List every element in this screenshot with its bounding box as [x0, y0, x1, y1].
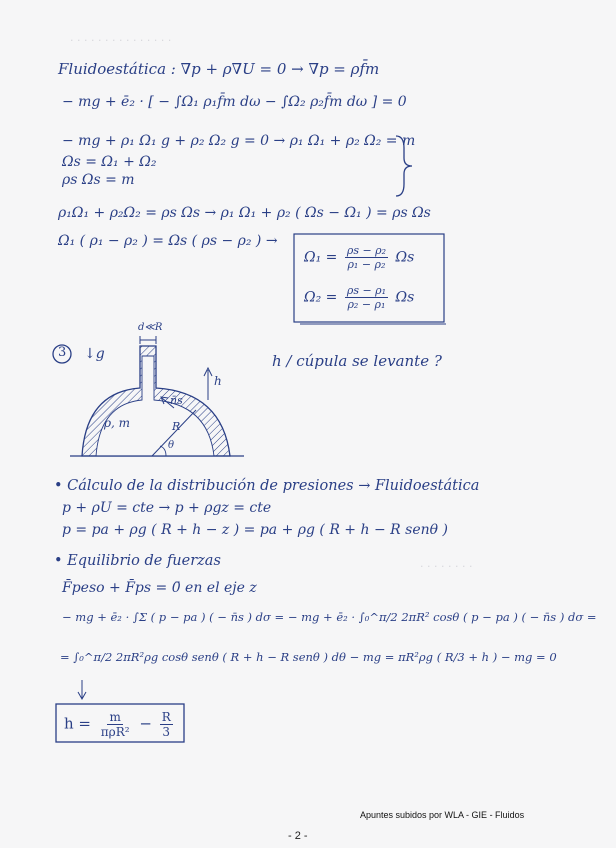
omega2-tail: Ωs	[395, 289, 415, 306]
line-omega-relation: Ω₁ ( ρ₁ − ρ₂ ) = Ωs ( ρs − ρ₂ ) →	[58, 233, 278, 249]
result-num2: R	[161, 710, 171, 724]
page-number: - 2 -	[288, 830, 308, 842]
line-pressure-cte: p + ρU = cte → p + ρgz = cte	[62, 500, 272, 516]
curly-brace	[396, 136, 412, 196]
normal-vector-label: n̄s	[170, 394, 183, 407]
omega1-num: ρs − ρ₂	[346, 244, 387, 257]
result-minus: −	[139, 714, 152, 733]
line-pressure-formula: p = pa + ρg ( R + h − z ) = pa + ρg ( R + h − R senθ )	[62, 522, 448, 538]
line-force-sum: F̄peso + F̄ps = 0̄ en el eje z	[62, 580, 257, 596]
dimension-label: d≪R	[138, 322, 163, 333]
angle-label: θ	[168, 440, 175, 451]
inner-label: ρ, m	[104, 416, 131, 430]
result-lhs: h =	[64, 714, 91, 733]
result-num: m	[109, 710, 121, 724]
line-volume-sum: Ωs = Ω₁ + Ω₂	[62, 154, 157, 170]
result-den2: 3	[162, 725, 171, 739]
line-fluidoestatica: Fluidoestática : ∇p + ρ∇U = 0 → ∇p = ρf̄m	[58, 60, 380, 78]
omega1-den: ρ₁ − ρ₂	[347, 258, 386, 271]
omega2-num: ρs − ρ₁	[346, 284, 387, 297]
problem-number: 3	[58, 345, 67, 360]
omega2-den: ρ₂ − ρ₁	[347, 298, 386, 311]
bullet-pressure-distribution: • Cálculo de la distribución de presiones → Fluidoestática	[54, 478, 480, 494]
problem-question: h / cúpula se levante ?	[272, 352, 442, 370]
line-force-integral: − mg + ē₂ · ∫Σ ( p − pa ) ( − n̄s ) dσ = − mg + ē₂ · ∫₀^π/2 2πR² cosθ ( p − pa ) ( − n̄s ) dσ =	[62, 610, 597, 624]
gravity-label: ↓g	[84, 346, 105, 362]
final-result-h	[64, 710, 176, 739]
footer-credit: Apuntes subidos por WLA - GIE - Fluidos	[360, 810, 525, 820]
omega2-expression	[304, 284, 414, 311]
line-density-relation: ρ₁Ω₁ + ρ₂Ω₂ = ρs Ωs → ρ₁ Ω₁ + ρ₂ ( Ωs − Ω₁ ) = ρs Ωs	[58, 205, 431, 221]
bleed-through-text: · · · · · · · · · · · · · · ·	[70, 34, 172, 47]
line-weight-buoyancy: − mg + ρ₁ Ω₁ g + ρ₂ Ω₂ g = 0 → ρ₁ Ω₁ + ρ₂ Ω₂ = m	[62, 133, 416, 149]
result-den: πρR²	[100, 725, 130, 739]
height-label: h	[214, 374, 222, 388]
line-force-result: = ∫₀^π/2 2πR²ρg cosθ senθ ( R + h − R senθ ) dθ − mg = πR²ρg ( R/3 + h ) − mg = 0	[60, 650, 557, 664]
omega1-tail: Ωs	[395, 249, 415, 266]
omega1-expression	[304, 244, 414, 271]
line-mass: ρs Ωs = m	[62, 172, 135, 188]
bleed-through-text: · · · · · · · ·	[420, 560, 473, 573]
radius-label: R	[172, 420, 181, 433]
bullet-force-equilibrium: • Equilibrio de fuerzas	[54, 553, 221, 569]
omega2-lhs: Ω₂ =	[304, 289, 338, 306]
line-force-balance: − mg + ē₂ · [ − ∫Ω₁ ρ₁f̄m dω − ∫Ω₂ ρ₂f̄m dω ] = 0	[62, 94, 407, 110]
omega1-lhs: Ω₁ =	[304, 249, 338, 266]
